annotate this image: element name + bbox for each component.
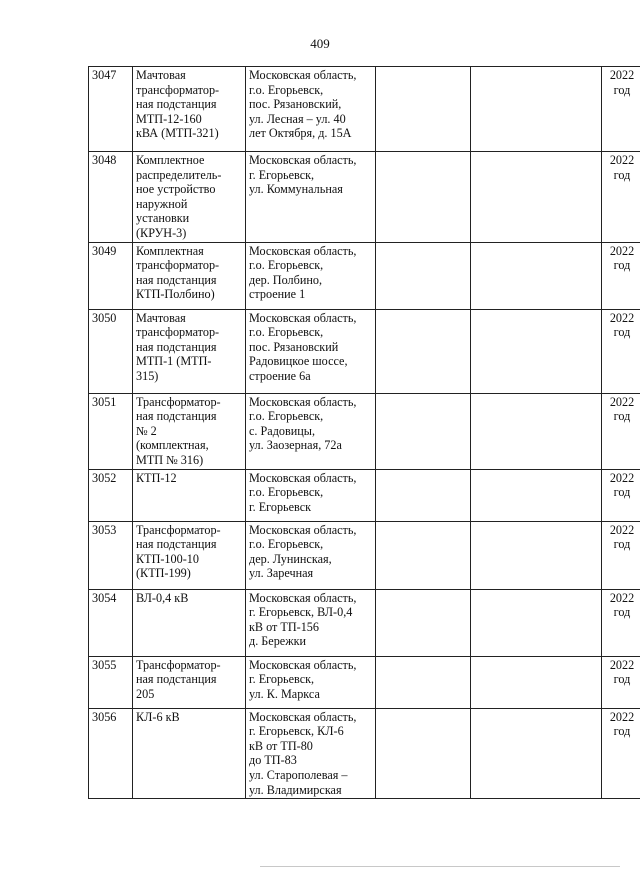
year-line: 2022 (609, 153, 635, 167)
empty-cell (471, 67, 602, 152)
address-line: Московская область, (249, 590, 357, 605)
object-name-line: КТП-100-10 (136, 551, 199, 566)
year-line: год (613, 409, 631, 424)
address-line: г.о. Егорьевск, (249, 409, 324, 424)
empty-cell (376, 309, 471, 393)
object-name-line: Трансформатор- (136, 394, 221, 409)
row-number-cell (89, 589, 133, 656)
page-number: 409 (310, 36, 330, 51)
table-row (89, 67, 640, 152)
table-row (89, 309, 640, 393)
object-name-line: ная подстанция (136, 339, 217, 354)
registry-table-body (89, 67, 640, 799)
row-number-cell (89, 521, 133, 589)
empty-cell (471, 242, 602, 309)
address-line: ул. Лесная – ул. 40 (249, 111, 346, 126)
address-line: г. Егорьевск, ВЛ-0,4 (249, 605, 353, 620)
address-line: ул. К. Маркса (249, 686, 320, 701)
object-name-cell (133, 152, 246, 243)
address-line: г. Егорьевск (249, 499, 312, 514)
address-line: пос. Рязановский (249, 339, 339, 354)
empty-cell (376, 152, 471, 243)
empty-cell (471, 152, 602, 243)
empty-cell (376, 242, 471, 309)
row-number: 3054 (92, 590, 117, 605)
row-number-cell (89, 67, 133, 152)
year-cell (602, 67, 640, 152)
object-name-line: КТП-12 (136, 470, 177, 485)
row-number: 3052 (92, 470, 117, 485)
year-line: 2022 (609, 68, 635, 82)
address-line: пос. Рязановский, (249, 97, 342, 112)
address-line: Московская область, (249, 310, 357, 325)
empty-cell (376, 393, 471, 469)
year-line: год (613, 724, 631, 739)
row-number-cell (89, 469, 133, 521)
row-number: 3053 (92, 522, 117, 537)
object-name-line: (комплектная, (136, 438, 209, 453)
address-cell (246, 67, 376, 152)
table-row (89, 656, 640, 708)
table-row (89, 589, 640, 656)
empty-cell (471, 656, 602, 708)
empty-cell (376, 469, 471, 521)
empty-cell (471, 309, 602, 393)
address-line: г.о. Егорьевск, (249, 82, 324, 97)
year-line: год (613, 258, 631, 273)
year-cell (602, 393, 640, 469)
year-cell (602, 656, 640, 708)
address-line: Московская область, (249, 470, 357, 485)
object-name-line: Трансформатор- (136, 522, 221, 537)
object-name-line: установки (136, 211, 190, 226)
table-row (89, 152, 640, 243)
row-number-cell (89, 708, 133, 799)
table-row (89, 393, 640, 469)
object-name-line: МТП № 316) (136, 452, 204, 467)
object-name-line: Комплектное (136, 153, 205, 167)
table-row (89, 242, 640, 309)
year-line: 2022 (609, 310, 635, 325)
row-number-cell (89, 393, 133, 469)
row-number-cell (89, 656, 133, 708)
year-line: 2022 (609, 522, 635, 537)
address-cell (246, 656, 376, 708)
object-name-line: трансформатор- (136, 258, 220, 273)
object-name-line: МТП-1 (МТП- (136, 354, 212, 369)
address-line: Радовицкое шоссе, (249, 354, 348, 369)
object-name-line: 205 (136, 686, 155, 701)
object-name-line: наружной (136, 196, 188, 211)
address-line: кВ от ТП-80 (249, 738, 313, 753)
year-cell (602, 589, 640, 656)
object-name-line: ное устройство (136, 182, 216, 197)
address-line: г. Егорьевск, (249, 672, 315, 687)
address-line: Московская область, (249, 68, 357, 82)
object-name-line: Мачтовая (136, 310, 186, 325)
address-line: с. Радовицы, (249, 423, 316, 438)
object-name-line: № 2 (136, 423, 157, 438)
address-cell (246, 521, 376, 589)
row-number: 3051 (92, 394, 117, 409)
address-line: ул. Старополевая – (249, 767, 348, 782)
year-cell (602, 708, 640, 799)
year-line: год (613, 537, 631, 552)
address-line: Московская область, (249, 153, 357, 167)
year-line: 2022 (609, 709, 635, 724)
year-cell (602, 152, 640, 243)
address-cell (246, 589, 376, 656)
object-name-cell (133, 521, 246, 589)
object-name-cell (133, 708, 246, 799)
year-line: год (613, 325, 631, 340)
object-name-line: МТП-12-160 (136, 111, 202, 126)
empty-cell (471, 708, 602, 799)
object-name-line: КЛ-6 кВ (136, 709, 180, 724)
empty-cell (471, 521, 602, 589)
table-row (89, 469, 640, 521)
address-line: Московская область, (249, 243, 357, 258)
year-cell (602, 469, 640, 521)
year-line: год (613, 672, 631, 687)
year-line: 2022 (609, 394, 635, 409)
address-cell (246, 708, 376, 799)
object-name-line: КТП-Полбино) (136, 287, 215, 302)
address-line: Московская область, (249, 657, 357, 672)
address-line: кВ от ТП-156 (249, 619, 319, 634)
object-name-cell (133, 309, 246, 393)
empty-cell (471, 393, 602, 469)
year-line: год (613, 485, 631, 500)
year-cell (602, 521, 640, 589)
row-number-cell (89, 242, 133, 309)
year-line: год (613, 605, 631, 620)
bottom-rule (260, 866, 620, 867)
object-name-line: ная подстанция (136, 97, 217, 112)
address-cell (246, 469, 376, 521)
empty-cell (376, 67, 471, 152)
address-line: Московская область, (249, 394, 357, 409)
row-number: 3056 (92, 709, 117, 724)
object-name-line: трансформатор- (136, 325, 220, 340)
address-line: дер. Полбино, (249, 272, 322, 287)
row-number-cell (89, 152, 133, 243)
year-line: 2022 (609, 243, 635, 258)
empty-cell (376, 656, 471, 708)
row-number: 3050 (92, 310, 117, 325)
address-line: д. Бережки (249, 634, 307, 649)
year-line: год (613, 167, 631, 182)
row-number-cell (89, 309, 133, 393)
year-line: 2022 (609, 590, 635, 605)
row-number: 3048 (92, 153, 117, 167)
address-line: до ТП-83 (249, 753, 297, 768)
object-name-line: ная подстанция (136, 409, 217, 424)
address-line: г. Егорьевск, (249, 167, 315, 182)
row-number: 3055 (92, 657, 117, 672)
address-line: ул. Заозерная, 72а (249, 438, 342, 453)
empty-cell (376, 708, 471, 799)
object-name-line: Трансформатор- (136, 657, 221, 672)
address-line: строение 1 (249, 287, 306, 302)
object-name-cell (133, 589, 246, 656)
address-line: ул. Заречная (249, 566, 314, 581)
table-row (89, 708, 640, 799)
object-name-line: ная подстанция (136, 672, 217, 687)
object-name-line: (КТП-199) (136, 566, 191, 581)
empty-cell (471, 469, 602, 521)
object-name-line: ная подстанция (136, 537, 217, 552)
object-name-line: Мачтовая (136, 68, 186, 82)
object-name-line: ная подстанция (136, 272, 217, 287)
empty-cell (471, 589, 602, 656)
address-line: ул. Владимирская (249, 782, 342, 797)
year-cell (602, 309, 640, 393)
address-line: ул. Коммунальная (249, 182, 343, 197)
address-line: Московская область, (249, 709, 357, 724)
object-name-line: 315) (136, 368, 159, 383)
year-line: 2022 (609, 470, 635, 485)
address-line: г.о. Егорьевск, (249, 258, 324, 273)
object-name-line: трансформатор- (136, 82, 220, 97)
empty-cell (376, 589, 471, 656)
year-line: 2022 (609, 657, 635, 672)
address-line: лет Октября, д. 15А (249, 126, 352, 141)
registry-table (88, 66, 640, 799)
year-cell (602, 242, 640, 309)
object-name-line: кВА (МТП-321) (136, 126, 219, 141)
year-line: год (613, 82, 631, 97)
address-line: г.о. Егорьевск, (249, 325, 324, 340)
address-line: Московская область, (249, 522, 357, 537)
object-name-line: распределитель- (136, 167, 222, 182)
object-name-cell (133, 469, 246, 521)
address-cell (246, 393, 376, 469)
address-cell (246, 309, 376, 393)
table-row (89, 521, 640, 589)
object-name-line: (КРУН-3) (136, 225, 187, 240)
address-line: строение 6а (249, 368, 311, 383)
empty-cell (376, 521, 471, 589)
object-name-cell (133, 656, 246, 708)
address-line: г.о. Егорьевск, (249, 485, 324, 500)
row-number: 3047 (92, 68, 117, 82)
object-name-cell (133, 67, 246, 152)
address-line: дер. Лунинская, (249, 551, 332, 566)
object-name-line: ВЛ-0,4 кВ (136, 590, 189, 605)
row-number: 3049 (92, 243, 117, 258)
object-name-cell (133, 242, 246, 309)
address-cell (246, 152, 376, 243)
object-name-cell (133, 393, 246, 469)
address-line: г.о. Егорьевск, (249, 537, 324, 552)
address-cell (246, 242, 376, 309)
object-name-line: Комплектная (136, 243, 204, 258)
address-line: г. Егорьевск, КЛ-6 (249, 724, 344, 739)
